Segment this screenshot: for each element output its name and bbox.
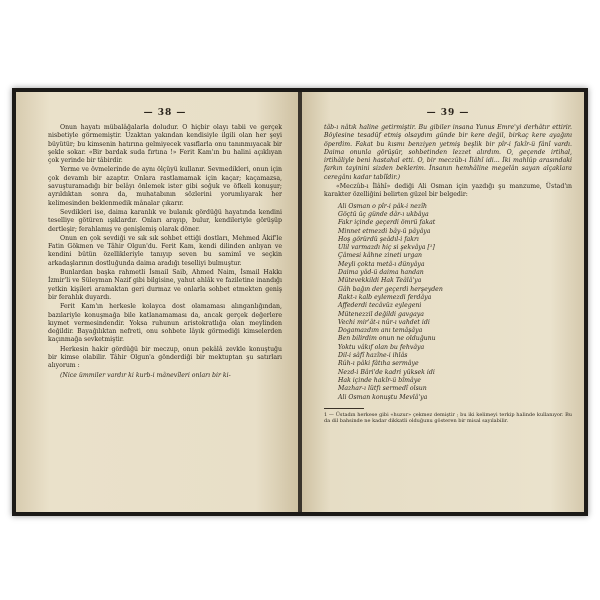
open-book xyxy=(12,88,588,516)
footnote: 1 — Üstadın herkese gibi «huzur» çekmez demiştir ; bu iki kelimeyi terkip halinde kullanıyor. Bu da dil bahsinde ne kadar dikkatli olduğunu gösteren bir misal sayılabilir. xyxy=(324,411,572,425)
poem-line: Fakr içinde geçerdi ömrü fakat xyxy=(338,219,436,227)
poem xyxy=(338,203,572,402)
poem-line: Daima yâd-ü daima handan xyxy=(338,269,424,277)
poem-line: Ali Osman konuştu Mevlâ'ya xyxy=(338,393,428,401)
poem-line: Mütenezzil değildi gavgaya xyxy=(338,310,424,318)
page-number: — 38 — xyxy=(143,108,187,118)
poem-line: Rakt-ı kalb eylemezdi ferdâya xyxy=(338,293,432,301)
poem-line: Dogamazdım anı temâşâya xyxy=(338,327,423,335)
poem-line: Minnet etmezdi bây-ü pâyâya xyxy=(338,227,431,235)
poem-line: Göçtü üç günde dâr-ı ukbâya xyxy=(338,210,429,218)
poem-line: Ulil varmazdı hiç si şekvâya [¹] xyxy=(338,244,435,252)
poem-line: Meyli çokta metâ-ı dünyâya xyxy=(338,260,425,268)
poem-line: Ali Osman o pîr-i pâk-i nezîh xyxy=(338,202,427,210)
poem-line: Hak içinde hakîr-ü bîmâye xyxy=(338,376,421,384)
paragraph: Onun en çok sevdiği ve sık sık sohbet ettiği dostları, Mehmed Âkif'le Fatin Gökmen ve Tâhir Olgun'du. Ferit Kam, kendi dilinden anlıyan ve kendini bütün özellikleriyle tanıyıp seven bu samimî ve seçkin arkadaşlarının dostluğunda daima aradığı teselliyi bulmuştur. xyxy=(48,234,282,267)
poem-line: Çâmesi kâhne zineti urgan xyxy=(338,252,423,260)
poem-line: Dil-i sâfî hazîne-i ihlâs xyxy=(338,352,408,360)
quoted-letter-start: (Nice ümmiler vardır ki kurb-i mânevîleri onları bir ki- xyxy=(60,371,231,379)
poem-line: Gâh bağın der geçerdi herşeyden xyxy=(338,285,443,293)
paragraph: Yerme ve övmelerinde de aynı ölçüyü kullanır. Sevmedikleri, onun için çok devamlı bir azaptır. Onlara rastlamamak için kaçar; kaçamazsa, savuşturamadığı bir belâyı önlemek ister gibi soğuk ve öfkeli konuşur; ayrıldıktan sonra da, muhatabının sözlerini yorumlıyarak her kelimesinden beklenmedik mânalar çıkarır. xyxy=(48,166,282,207)
poem-line: Rûh-ı pâki fâtıha sermâye xyxy=(338,360,419,368)
poem-line: Affederdi tecâvüz eylegeni xyxy=(338,302,422,310)
left-page xyxy=(16,92,298,512)
quoted-letter-end: tâb-ı nâtık haline getirmiştir. Bu gibiler insana Yunus Emre'yi derhâtır ettirir. Böylesine tesadüf etmiş olsaydım günde bir kere değil, birkaç kere ayağını öperdim. Fakat bu kısmı benziyen yetmiş beşlik bir pîr-i fakîr-ü fânî vardı. Daima onunla görüşür, sohbetinden lezzet alırdım. O, geçende irtihal, irtihâliyle beni hastahal etti. O, bir meczûb-ı İlâhî idi... İki mahlûp arasındaki farkın tayinini sizden beklerim. İnsanın hemhâline megelân sayan alçaklara ceregânı kadar tabîîdir.) xyxy=(324,124,572,181)
poem-line: Ben bilirdim onun ne olduğunu xyxy=(338,335,436,343)
paragraph: Bunlardan başka rahmetli İsmail Saib, Ahmed Naim, İsmail Hakkı İzmir'li ve Süleyman Nazif gibi bilgisine, yahut ahlâk ve faziletine inandığı yetkin kişileri aramaktan geri durmaz ve onlarla sohbet etmekten geniş bir ferahlık duyardı. xyxy=(48,269,282,301)
paragraph: Sevdikleri ise, daima karanlık ve bulanık gördüğü hayatında kendini teselliye götüren ışıklardır. Onları arayıp, bulur, kendileriyle görüşüp dertleşir; ferahlamış ve genişlemiş olarak döner. xyxy=(48,208,282,233)
poem-line: Nezd-i Bâri'de kadri yüksek idi xyxy=(338,368,435,376)
poem-line: Mazhar-ı lütfı sermedî olsun xyxy=(338,385,427,393)
paragraph: «Meczûb-ı İlâhî» dediği Ali Osman için yazdığı şu manzume, Üstad'ın karakter özelliğini belirten güzel bir belgedir: xyxy=(324,183,572,199)
paragraph: Onun hayatı mübalâğalarla doludur. O hiçbir olayı tabii ve gerçek nisbetiyle görmemiştir. Uzaktan yakından kendisiyle ilgili olan her şeyi büyütür; bu kimsenin hatırına gelmiyecek vasıflarla onu tanınmıyacak bir şekle sokar. «Bir bardak suda fırtına !» Ferit Kam'ın bu halini açıklıyan çok yerinde bir tâbirdir. xyxy=(48,124,282,165)
poem-line: Vechi mir'ât-ı nûr-ı vahdet idi xyxy=(338,318,430,326)
poem-line: Mütevekkildi Hak Teâlâ'ya xyxy=(338,277,422,285)
right-page xyxy=(302,92,584,512)
page-number: — 39 — xyxy=(426,108,470,118)
poem-line: Hoş görürdü şeâdıl-i fakrı xyxy=(338,235,419,243)
footnote-rule xyxy=(324,408,364,409)
paragraph: Ferit Kam'ın herkesle kolayca dost olamaması alınganlığından, bazılariyle konuşmağa bile katlanamaması da, ancak gerçek değerlere kıymet vermesindendir. Yoksa ruhunun aristokratlığa olan meylinden değildir. Bayağılıktan nefreti, onu sohbete lâyık görmediği kimselerden kaçınmağa sevketmiştir. xyxy=(48,303,282,344)
paragraph: Herkesin hakir gördüğü bir meczup, onun pekâlâ zevkle konuştuğu bir kimse olabilir. Tâhir Olgun'a gönderdiği bir mektuptan şu satırları alıyorum : xyxy=(48,345,282,370)
poem-line: Yoktu vâkıf olan bu fehvâya xyxy=(338,343,425,351)
